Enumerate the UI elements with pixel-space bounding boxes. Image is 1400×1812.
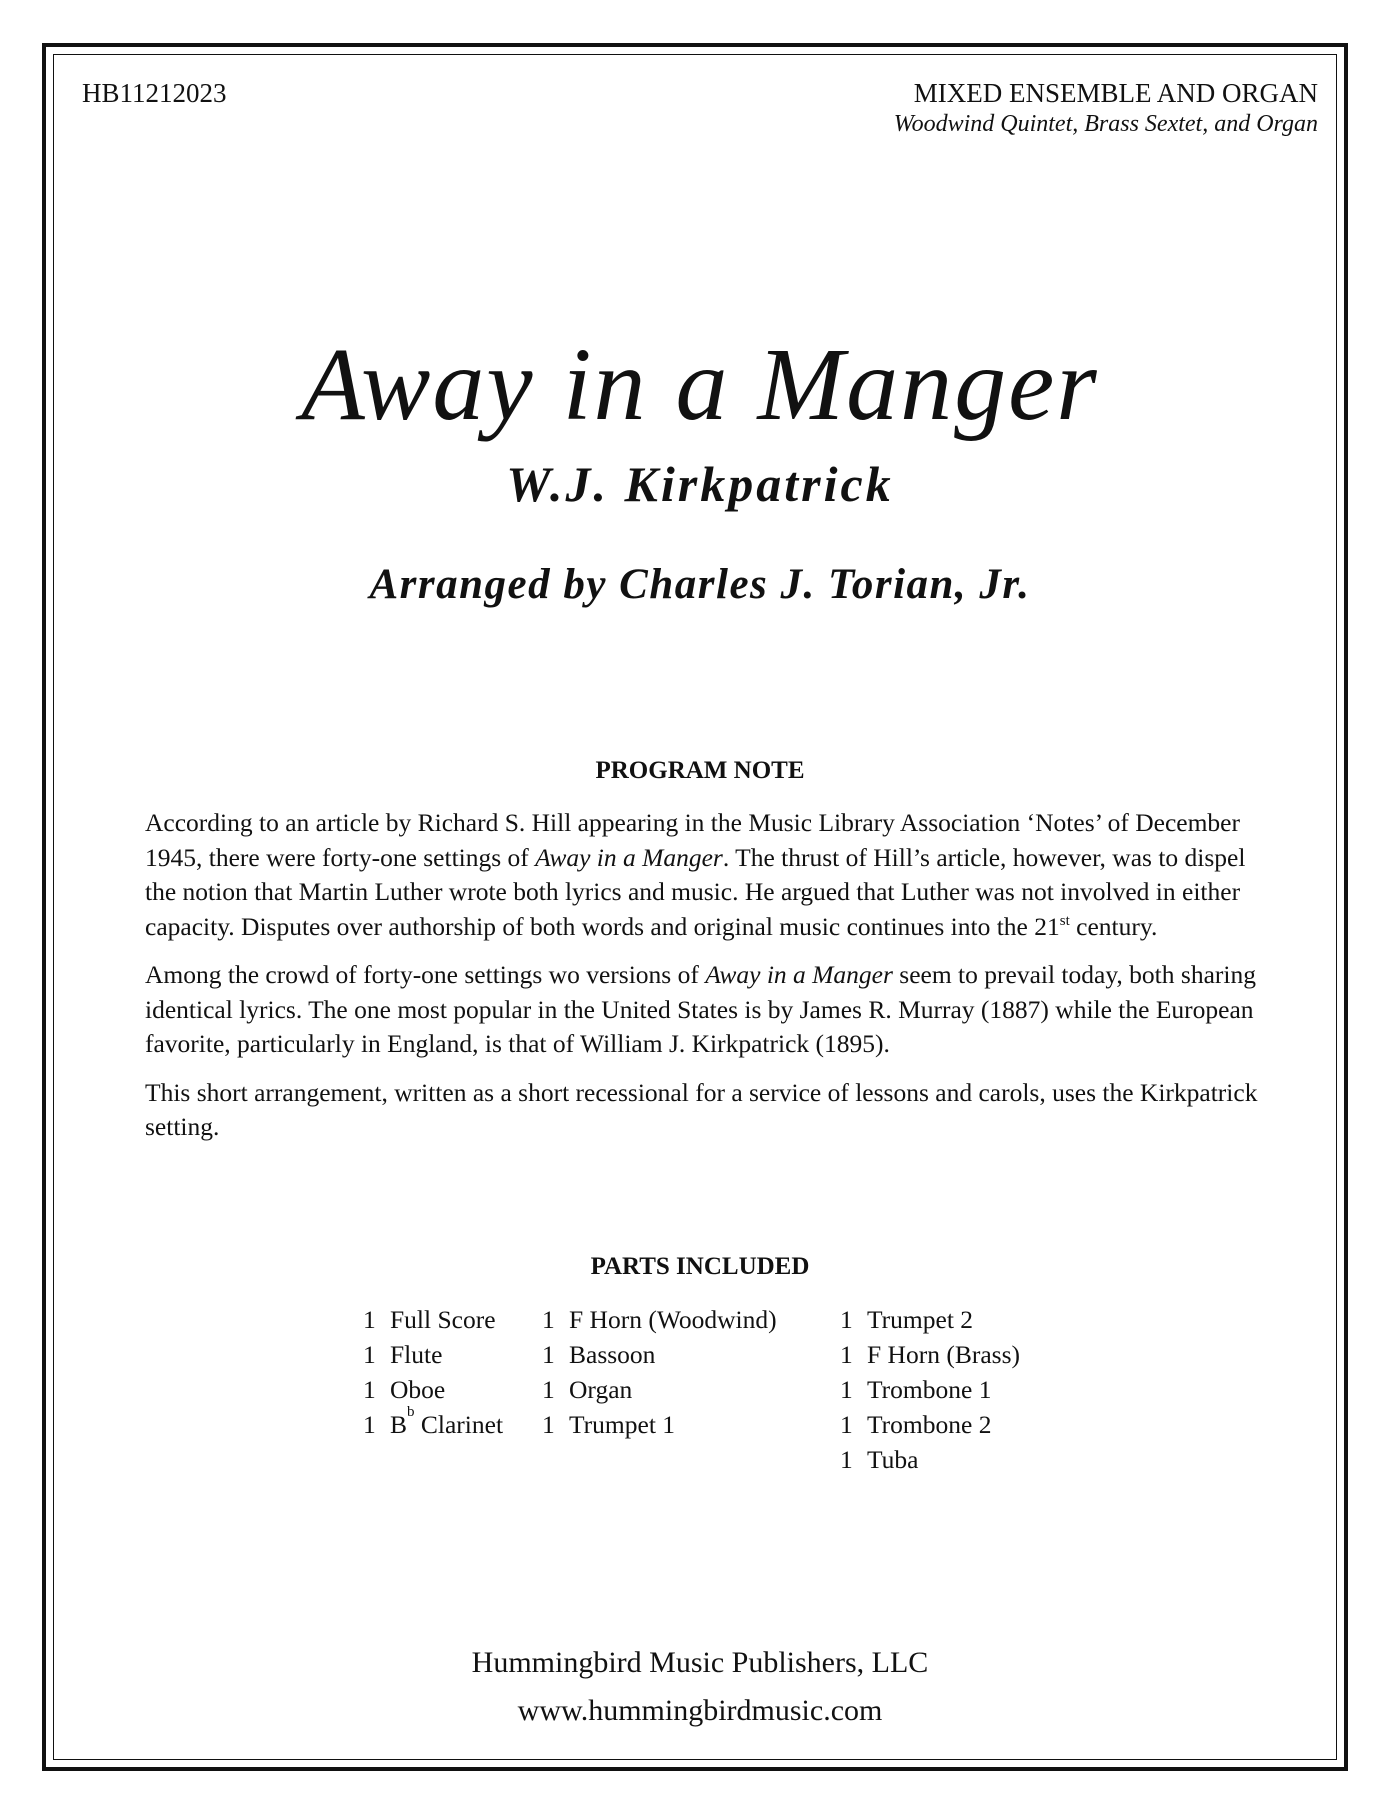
ordinal-suffix: st xyxy=(1059,912,1070,929)
program-note-body xyxy=(145,806,1265,1159)
parts-column-3 xyxy=(840,1305,1020,1480)
composer-name: W.J. Kirkpatrick xyxy=(506,456,894,512)
parts-list xyxy=(0,1305,1400,1485)
parts-included-heading: PARTS INCLUDED xyxy=(590,1253,810,1280)
arranger-credit: Arranged by Charles J. Torian, Jr. xyxy=(369,561,1031,608)
parts-column-2 xyxy=(542,1305,777,1445)
part-item: 1 Tuba xyxy=(840,1445,919,1474)
part-item: 1 Trombone 1 xyxy=(840,1375,992,1404)
part-item: 1 Flute xyxy=(363,1340,443,1369)
edition-block xyxy=(894,78,1318,138)
part-item: 1 F Horn (Brass) xyxy=(840,1340,1020,1369)
title-reference: Away in a Manger xyxy=(535,842,723,872)
publisher-name: Hummingbird Music Publishers, LLC xyxy=(471,1646,929,1679)
part-item: 1 F Horn (Woodwind) xyxy=(542,1305,777,1334)
part-item: 1 Trombone 2 xyxy=(840,1410,992,1439)
instrumentation: Woodwind Quintet, Brass Sextet, and Organ xyxy=(893,111,1318,137)
program-note-paragraph-3: This short arrangement, written as a short recessional for a service of lessons and carols, uses the Kirkpatrick setting. xyxy=(145,1077,1258,1141)
piece-title: Away in a Manger xyxy=(301,327,1099,442)
title-reference: Away in a Manger xyxy=(705,960,893,989)
part-item: 1 Trumpet 2 xyxy=(840,1305,974,1334)
part-item: 1 Bassoon xyxy=(542,1340,656,1369)
program-note-paragraph-2: Among the crowd of forty-one settings wo versions of Away in a Manger seem to prevail today, both sharing identical lyrics. The one most popular in the United States is by James R. Murray (1887) while the European favorite, particularly in England, is that of William J. Kirkpatrick (1895). xyxy=(145,960,1256,1058)
part-item: 1 Full Score xyxy=(363,1305,496,1334)
publisher-website: www.hummingbirdmusic.com xyxy=(517,1694,883,1727)
part-item: 1 Oboe xyxy=(363,1375,446,1404)
edition-type: MIXED ENSEMBLE AND ORGAN xyxy=(913,78,1318,108)
part-item: 1 Trumpet 1 xyxy=(542,1410,676,1439)
program-note-paragraph-1: According to an article by Richard S. Hill appearing in the Music Library Association ‘Notes’ of December 1945, there were forty-one settings of Away in a Manger. The thrust of Hill’s article, however, was to dispel the notion that Martin Luther wrote both lyrics and music. He argued that Luther was not involved in either capacity. Disputes over authorship of both words and original music continues into the 21st century. xyxy=(145,808,1246,941)
catalog-code: HB11212023 xyxy=(82,78,227,108)
part-item: 1 $B^b$ Clarinet xyxy=(363,1404,504,1439)
parts-column-1 xyxy=(363,1305,503,1445)
part-item: 1 Organ xyxy=(542,1375,633,1404)
program-note-heading: PROGRAM NOTE xyxy=(595,757,805,784)
